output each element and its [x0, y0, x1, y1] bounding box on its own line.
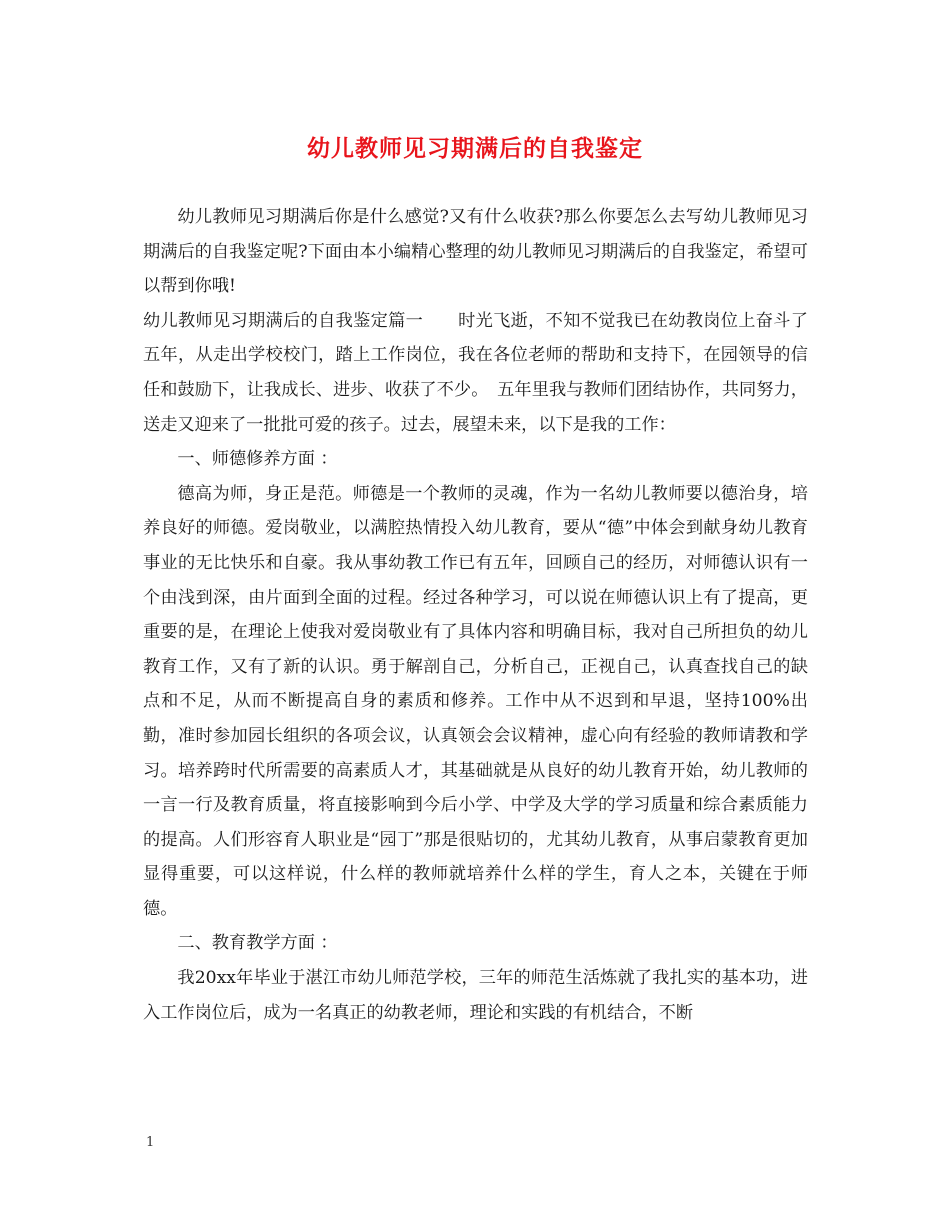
document-title: 幼儿教师见习期满后的自我鉴定	[307, 135, 643, 162]
heading-teaching: 二、教育教学方面 ：	[177, 933, 338, 954]
paragraph-section-one-opening: 幼儿教师见习期满后的自我鉴定篇一 时光飞逝，不知不觉我已在幼教岗位上奋斗了五年，从走出学校校门，踏上工作岗位，我在各位老师的帮助和支持下，在园领导的信任和鼓励下，让我成长、进步、收获了不少。 五年里我与教师们团结协作，共同努力，送走又迎来了一批批可爱的孩子。过去，展望未来，以下是我的工作：	[143, 310, 808, 435]
page-number: 1	[146, 1135, 155, 1150]
paragraph-teaching: 我20xx年毕业于湛江市幼儿师范学校，三年的师范生活炼就了我扎实的基本功，进入工作岗位后，成为一名真正的幼教老师，理论和实践的有机结合，不断	[143, 968, 808, 1023]
paragraph-intro: 幼儿教师见习期满后你是什么感觉?又有什么收获?那么你要怎么去写幼儿教师见习期满后的自我鉴定呢?下面由本小编精心整理的幼儿教师见习期满后的自我鉴定，希望可以帮到你哦!	[143, 207, 808, 297]
heading-ethics: 一、师德修养方面 ：	[177, 449, 338, 470]
paragraph-ethics: 德高为师，身正是范。师德是一个教师的灵魂，作为一名幼儿教师要以德治身，培养良好的师德。爱岗敬业，以满腔热情投入幼儿教育，要从“德”中体会到献身幼儿教育事业的无比快乐和自豪。我从事幼教工作已有五年，回顾自己的经历，对师德认识有一个由浅到深，由片面到全面的过程。经过各种学习，可以说在师德认识上有了提高，更重要的是，在理论上使我对爱岗敬业有了具体内容和明确目标，我对自己所担负的幼儿教育工作，又有了新的认识。勇于解剖自己，分析自己，正视自己，认真查找自己的缺点和不足，从而不断提高自身的素质和修养。工作中从不迟到和早退，坚持100%出勤，准时参加园长组织的各项会议，认真领会会议精神，虚心向有经验的教师请教和学习。培养跨时代所需要的高素质人才，其基础就是从良好的幼儿教育开始，幼儿教师的一言一行及教育质量，将直接影响到今后小学、中学及大学的学习质量和综合素质能力的提高。人们形容育人职业是“园丁”那是很贴切的，尤其幼儿教育，从事启蒙教育更加显得重要，可以这样说，什么样的教师就培养什么样的学生，育人之本，关键在于师德。	[143, 483, 808, 919]
document-body	[143, 200, 808, 1030]
